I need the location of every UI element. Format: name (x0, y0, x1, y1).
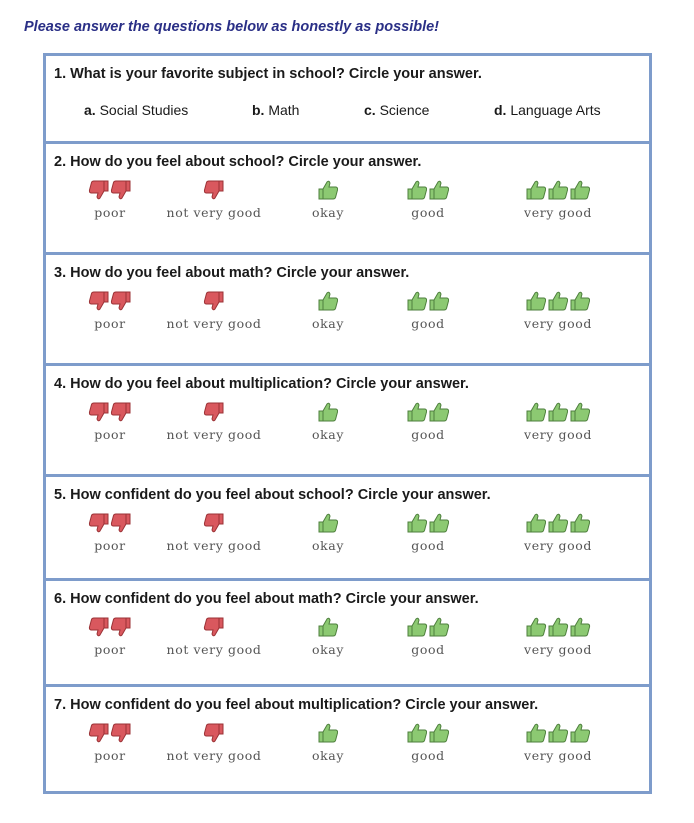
rating-label: not very good (166, 748, 262, 763)
rating-icons (55, 613, 165, 641)
rating-label: very good (524, 316, 592, 331)
thumbs-up-icon (427, 401, 451, 423)
rating-icons (273, 398, 383, 426)
rating-label: good (411, 427, 445, 442)
rating-icons (159, 398, 269, 426)
rating-option-poor[interactable] (55, 398, 165, 442)
thumbs-down-icon (87, 722, 111, 744)
rating-icons (273, 719, 383, 747)
question-5 (46, 477, 649, 581)
rating-label: okay (311, 205, 344, 220)
thumbs-up-icon (546, 616, 570, 638)
rating-label: good (411, 205, 445, 220)
rating-icons (503, 398, 613, 426)
choice-label: Language Arts (510, 102, 601, 118)
rating-label: not very good (166, 316, 262, 331)
rating-icons (503, 613, 613, 641)
thumbs-down-icon (109, 512, 133, 534)
rating-label: poor (94, 538, 126, 553)
rating-icons (373, 613, 483, 641)
thumbs-down-icon (87, 616, 111, 638)
rating-label: poor (94, 205, 126, 220)
thumbs-up-icon (427, 290, 451, 312)
survey-instructions: Please answer the questions below as honestly as possible! (24, 19, 439, 35)
rating-option-poor[interactable] (55, 176, 165, 220)
thumbs-down-icon (87, 512, 111, 534)
thumbs-up-icon (405, 616, 429, 638)
rating-label: good (411, 316, 445, 331)
rating-option-good[interactable] (373, 613, 483, 657)
question-3 (46, 255, 649, 366)
rating-label: poor (94, 642, 126, 657)
rating-label: good (411, 642, 445, 657)
rating-option-okay[interactable] (273, 176, 383, 220)
thumbs-up-icon (524, 179, 548, 201)
rating-icons (273, 509, 383, 537)
rating-label: not very good (166, 538, 262, 553)
question-text: 5. How confident do you feel about school? Circle your answer. (54, 487, 491, 503)
thumbs-up-icon (524, 722, 548, 744)
thumbs-down-icon (202, 401, 226, 423)
rating-option-poor[interactable] (55, 287, 165, 331)
rating-label: very good (524, 538, 592, 553)
thumbs-up-icon (427, 512, 451, 534)
thumbs-up-icon (568, 290, 592, 312)
question-text: 7. How confident do you feel about multiplication? Circle your answer. (54, 697, 539, 713)
question-1 (46, 56, 649, 144)
choice-language-arts[interactable] (494, 102, 601, 118)
rating-label: poor (94, 748, 126, 763)
rating-option-good[interactable] (373, 176, 483, 220)
thumbs-down-icon (87, 290, 111, 312)
question-text: 6. How confident do you feel about math? Circle your answer. (54, 591, 479, 607)
thumbs-up-icon (316, 290, 340, 312)
thumbs-up-icon (427, 179, 451, 201)
rating-icons (503, 287, 613, 315)
question-7 (46, 687, 649, 791)
rating-label: very good (524, 205, 592, 220)
thumbs-down-icon (202, 722, 226, 744)
thumbs-up-icon (524, 512, 548, 534)
rating-option-very-good[interactable] (503, 509, 613, 553)
rating-label: good (411, 538, 445, 553)
thumbs-down-icon (202, 512, 226, 534)
choice-label: Social Studies (99, 102, 189, 118)
rating-icons (55, 509, 165, 537)
rating-label: not very good (166, 642, 262, 657)
rating-option-good[interactable] (373, 398, 483, 442)
question-4 (46, 366, 649, 477)
thumbs-up-icon (546, 512, 570, 534)
thumbs-up-icon (316, 616, 340, 638)
rating-option-not-very-good[interactable] (159, 287, 269, 331)
rating-icons (373, 287, 483, 315)
rating-option-okay[interactable] (273, 398, 383, 442)
thumbs-up-icon (316, 512, 340, 534)
rating-option-poor[interactable] (55, 509, 165, 553)
rating-option-very-good[interactable] (503, 613, 613, 657)
rating-label: very good (524, 427, 592, 442)
thumbs-up-icon (568, 179, 592, 201)
rating-icons (273, 176, 383, 204)
rating-label: okay (311, 427, 344, 442)
thumbs-up-icon (316, 401, 340, 423)
thumbs-up-icon (405, 179, 429, 201)
choice-label: Math (268, 102, 300, 118)
thumbs-up-icon (405, 401, 429, 423)
rating-label: okay (311, 642, 344, 657)
choice-social-studies[interactable] (84, 102, 188, 118)
thumbs-up-icon (524, 290, 548, 312)
thumbs-up-icon (568, 401, 592, 423)
rating-icons (55, 398, 165, 426)
rating-option-okay[interactable] (273, 509, 383, 553)
survey-form (43, 53, 652, 794)
question-6 (46, 581, 649, 687)
rating-label: okay (311, 316, 344, 331)
rating-icons (373, 176, 483, 204)
rating-option-not-very-good[interactable] (159, 398, 269, 442)
thumbs-up-icon (546, 722, 570, 744)
thumbs-down-icon (87, 179, 111, 201)
rating-label: good (411, 748, 445, 763)
rating-icons (373, 509, 483, 537)
rating-option-okay[interactable] (273, 613, 383, 657)
rating-option-not-very-good[interactable] (159, 613, 269, 657)
thumbs-up-icon (568, 722, 592, 744)
question-text: 2. How do you feel about school? Circle your answer. (54, 154, 422, 170)
rating-icons (159, 509, 269, 537)
thumbs-up-icon (568, 616, 592, 638)
thumbs-up-icon (427, 616, 451, 638)
rating-option-poor[interactable] (55, 719, 165, 763)
question-text: 3. How do you feel about math? Circle your answer. (54, 265, 410, 281)
rating-option-very-good[interactable] (503, 287, 613, 331)
rating-icons (159, 176, 269, 204)
choice-letter: a. (84, 102, 96, 118)
rating-option-okay[interactable] (273, 287, 383, 331)
rating-option-not-very-good[interactable] (159, 719, 269, 763)
rating-icons (273, 613, 383, 641)
rating-label: poor (94, 427, 126, 442)
rating-icons (503, 719, 613, 747)
rating-icons (373, 719, 483, 747)
thumbs-down-icon (109, 722, 133, 744)
rating-option-good[interactable] (373, 719, 483, 763)
thumbs-up-icon (546, 401, 570, 423)
rating-icons (273, 287, 383, 315)
rating-label: okay (311, 748, 344, 763)
thumbs-down-icon (109, 290, 133, 312)
thumbs-down-icon (202, 290, 226, 312)
thumbs-up-icon (316, 179, 340, 201)
rating-option-good[interactable] (373, 509, 483, 553)
rating-icons (159, 287, 269, 315)
rating-option-very-good[interactable] (503, 719, 613, 763)
thumbs-up-icon (405, 722, 429, 744)
choice-letter: c. (364, 102, 376, 118)
rating-icons (55, 719, 165, 747)
thumbs-up-icon (405, 512, 429, 534)
rating-option-good[interactable] (373, 287, 483, 331)
question-text: 4. How do you feel about multiplication? Circle your answer. (54, 376, 469, 392)
thumbs-up-icon (546, 290, 570, 312)
thumbs-up-icon (524, 401, 548, 423)
rating-label: not very good (166, 427, 262, 442)
thumbs-up-icon (568, 512, 592, 534)
choice-letter: d. (494, 102, 507, 118)
choice-math[interactable] (252, 102, 299, 118)
thumbs-up-icon (427, 722, 451, 744)
thumbs-down-icon (202, 616, 226, 638)
rating-icons (55, 176, 165, 204)
rating-label: very good (524, 642, 592, 657)
rating-label: very good (524, 748, 592, 763)
thumbs-down-icon (109, 401, 133, 423)
choice-science[interactable] (364, 102, 429, 118)
rating-option-very-good[interactable] (503, 176, 613, 220)
rating-icons (55, 287, 165, 315)
rating-icons (503, 509, 613, 537)
rating-option-very-good[interactable] (503, 398, 613, 442)
rating-label: poor (94, 316, 126, 331)
thumbs-up-icon (546, 179, 570, 201)
thumbs-up-icon (316, 722, 340, 744)
thumbs-down-icon (202, 179, 226, 201)
rating-option-not-very-good[interactable] (159, 509, 269, 553)
thumbs-down-icon (109, 616, 133, 638)
rating-icons (373, 398, 483, 426)
question-text: 1. What is your favorite subject in school? Circle your answer. (54, 66, 482, 82)
thumbs-up-icon (524, 616, 548, 638)
choice-letter: b. (252, 102, 265, 118)
choice-label: Science (379, 102, 430, 118)
rating-icons (159, 613, 269, 641)
question-2 (46, 144, 649, 255)
rating-icons (159, 719, 269, 747)
thumbs-down-icon (109, 179, 133, 201)
thumbs-up-icon (405, 290, 429, 312)
rating-option-okay[interactable] (273, 719, 383, 763)
rating-option-poor[interactable] (55, 613, 165, 657)
rating-icons (503, 176, 613, 204)
rating-option-not-very-good[interactable] (159, 176, 269, 220)
rating-label: okay (311, 538, 344, 553)
thumbs-down-icon (87, 401, 111, 423)
rating-label: not very good (166, 205, 262, 220)
